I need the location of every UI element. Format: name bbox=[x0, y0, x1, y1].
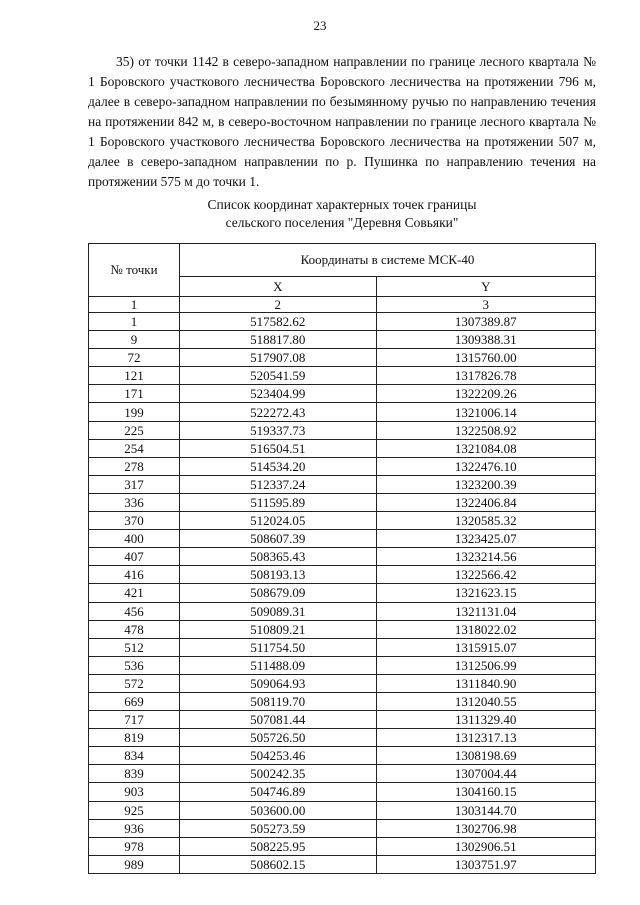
x-cell: 514534.20 bbox=[180, 457, 377, 475]
x-cell: 516504.51 bbox=[180, 439, 377, 457]
y-cell: 1307004.44 bbox=[376, 765, 595, 783]
point-number-cell: 925 bbox=[89, 801, 180, 819]
table-row bbox=[89, 783, 596, 801]
table-row bbox=[89, 349, 596, 367]
y-cell: 1308198.69 bbox=[376, 747, 595, 765]
y-cell: 1322209.26 bbox=[376, 385, 595, 403]
y-cell: 1304160.15 bbox=[376, 783, 595, 801]
point-number-cell: 199 bbox=[89, 403, 180, 421]
point-number-cell: 225 bbox=[89, 421, 180, 439]
point-number-cell: 9 bbox=[89, 331, 180, 349]
table-row bbox=[89, 692, 596, 710]
table-row bbox=[89, 837, 596, 855]
header-x: X bbox=[180, 277, 377, 297]
point-number-cell: 254 bbox=[89, 439, 180, 457]
y-cell: 1309388.31 bbox=[376, 331, 595, 349]
point-number-cell: 72 bbox=[89, 349, 180, 367]
table-row bbox=[89, 729, 596, 747]
point-number-cell: 819 bbox=[89, 729, 180, 747]
point-number-cell: 989 bbox=[89, 855, 180, 873]
y-cell: 1321084.08 bbox=[376, 439, 595, 457]
point-number-cell: 317 bbox=[89, 475, 180, 493]
column-number: 1 bbox=[89, 297, 180, 313]
y-cell: 1312040.55 bbox=[376, 692, 595, 710]
y-cell: 1323214.56 bbox=[376, 548, 595, 566]
point-number-cell: 121 bbox=[89, 367, 180, 385]
x-cell: 511488.09 bbox=[180, 656, 377, 674]
table-row bbox=[89, 385, 596, 403]
point-number-cell: 669 bbox=[89, 692, 180, 710]
caption-line-1: Список координат характерных точек границы bbox=[207, 197, 477, 212]
y-cell: 1311840.90 bbox=[376, 674, 595, 692]
table-row bbox=[89, 331, 596, 349]
x-cell: 508225.95 bbox=[180, 837, 377, 855]
y-cell: 1323200.39 bbox=[376, 475, 595, 493]
table-row bbox=[89, 747, 596, 765]
y-cell: 1302906.51 bbox=[376, 837, 595, 855]
table-row bbox=[89, 548, 596, 566]
table-row bbox=[89, 439, 596, 457]
point-number-cell: 839 bbox=[89, 765, 180, 783]
x-cell: 508193.13 bbox=[180, 566, 377, 584]
y-cell: 1322508.92 bbox=[376, 421, 595, 439]
x-cell: 522272.43 bbox=[180, 403, 377, 421]
header-y: Y bbox=[376, 277, 595, 297]
y-cell: 1302706.98 bbox=[376, 819, 595, 837]
table-row bbox=[89, 638, 596, 656]
coordinates-table bbox=[88, 243, 596, 874]
x-cell: 505726.50 bbox=[180, 729, 377, 747]
table-row bbox=[89, 602, 596, 620]
y-cell: 1321006.14 bbox=[376, 403, 595, 421]
y-cell: 1307389.87 bbox=[376, 313, 595, 331]
point-number-cell: 572 bbox=[89, 674, 180, 692]
point-number-cell: 903 bbox=[89, 783, 180, 801]
y-cell: 1303751.97 bbox=[376, 855, 595, 873]
y-cell: 1318022.02 bbox=[376, 620, 595, 638]
x-cell: 509064.93 bbox=[180, 674, 377, 692]
table-row bbox=[89, 457, 596, 475]
table-row bbox=[89, 674, 596, 692]
y-cell: 1303144.70 bbox=[376, 801, 595, 819]
y-cell: 1321623.15 bbox=[376, 584, 595, 602]
x-cell: 504253.46 bbox=[180, 747, 377, 765]
column-number: 3 bbox=[376, 297, 595, 313]
x-cell: 508119.70 bbox=[180, 692, 377, 710]
x-cell: 518817.80 bbox=[180, 331, 377, 349]
point-number-cell: 834 bbox=[89, 747, 180, 765]
x-cell: 511595.89 bbox=[180, 493, 377, 511]
point-number-cell: 370 bbox=[89, 512, 180, 530]
y-cell: 1320585.32 bbox=[376, 512, 595, 530]
point-number-cell: 536 bbox=[89, 656, 180, 674]
header-coordinate-system: Координаты в системе МСК-40 bbox=[180, 244, 596, 277]
table-row bbox=[89, 819, 596, 837]
table-row bbox=[89, 711, 596, 729]
y-cell: 1323425.07 bbox=[376, 530, 595, 548]
x-cell: 512024.05 bbox=[180, 512, 377, 530]
table-row bbox=[89, 566, 596, 584]
table-row bbox=[89, 512, 596, 530]
y-cell: 1322406.84 bbox=[376, 493, 595, 511]
x-cell: 500242.35 bbox=[180, 765, 377, 783]
point-number-cell: 1 bbox=[89, 313, 180, 331]
point-number-cell: 421 bbox=[89, 584, 180, 602]
caption-line-2: сельского поселения "Деревня Совьяки" bbox=[225, 215, 459, 230]
table-row bbox=[89, 530, 596, 548]
y-cell: 1315760.00 bbox=[376, 349, 595, 367]
column-number-row bbox=[89, 297, 596, 313]
table-row bbox=[89, 403, 596, 421]
x-cell: 517582.62 bbox=[180, 313, 377, 331]
x-cell: 508679.09 bbox=[180, 584, 377, 602]
x-cell: 510809.21 bbox=[180, 620, 377, 638]
point-number-cell: 278 bbox=[89, 457, 180, 475]
table-caption bbox=[88, 196, 596, 232]
x-cell: 507081.44 bbox=[180, 711, 377, 729]
point-number-cell: 936 bbox=[89, 819, 180, 837]
x-cell: 523404.99 bbox=[180, 385, 377, 403]
point-number-cell: 978 bbox=[89, 837, 180, 855]
y-cell: 1322476.10 bbox=[376, 457, 595, 475]
y-cell: 1311329.40 bbox=[376, 711, 595, 729]
table-row bbox=[89, 475, 596, 493]
table-row bbox=[89, 620, 596, 638]
table-row bbox=[89, 421, 596, 439]
x-cell: 519337.73 bbox=[180, 421, 377, 439]
page-number: 23 bbox=[313, 18, 327, 33]
x-cell: 508607.39 bbox=[180, 530, 377, 548]
point-number-cell: 717 bbox=[89, 711, 180, 729]
point-number-cell: 512 bbox=[89, 638, 180, 656]
y-cell: 1312506.99 bbox=[376, 656, 595, 674]
y-cell: 1321131.04 bbox=[376, 602, 595, 620]
table-row bbox=[89, 313, 596, 331]
x-cell: 509089.31 bbox=[180, 602, 377, 620]
table-row bbox=[89, 493, 596, 511]
x-cell: 508602.15 bbox=[180, 855, 377, 873]
point-number-cell: 478 bbox=[89, 620, 180, 638]
table-row bbox=[89, 656, 596, 674]
table-row bbox=[89, 367, 596, 385]
y-cell: 1312317.13 bbox=[376, 729, 595, 747]
boundary-description: 35) от точки 1142 в северо-западном направлении по границе лесного квартала № 1 Боровского участкового лесничества Боровского лесничества на протяжении 796 м, далее в северо-западном направлении по безымянному ручью по направлению течения на протяжении 842 м, в северо-восточном направлении по границе лесного квартала № 1 Боровского участкового лесничества Боровского лесничества на протяжении 507 м, далее в северо-западном направлении по р. Пушинка по направлению течения на протяжении 575 м до точки 1. bbox=[88, 54, 596, 189]
x-cell: 520541.59 bbox=[180, 367, 377, 385]
x-cell: 503600.00 bbox=[180, 801, 377, 819]
y-cell: 1317826.78 bbox=[376, 367, 595, 385]
x-cell: 504746.89 bbox=[180, 783, 377, 801]
y-cell: 1322566.42 bbox=[376, 566, 595, 584]
header-point-number: № точки bbox=[89, 244, 180, 297]
x-cell: 505273.59 bbox=[180, 819, 377, 837]
point-number-cell: 400 bbox=[89, 530, 180, 548]
x-cell: 508365.43 bbox=[180, 548, 377, 566]
point-number-cell: 416 bbox=[89, 566, 180, 584]
point-number-cell: 407 bbox=[89, 548, 180, 566]
table-row bbox=[89, 801, 596, 819]
table-row bbox=[89, 584, 596, 602]
column-number: 2 bbox=[180, 297, 377, 313]
point-number-cell: 456 bbox=[89, 602, 180, 620]
table-row bbox=[89, 855, 596, 873]
x-cell: 512337.24 bbox=[180, 475, 377, 493]
x-cell: 511754.50 bbox=[180, 638, 377, 656]
table-row bbox=[89, 765, 596, 783]
point-number-cell: 336 bbox=[89, 493, 180, 511]
x-cell: 517907.08 bbox=[180, 349, 377, 367]
point-number-cell: 171 bbox=[89, 385, 180, 403]
y-cell: 1315915.07 bbox=[376, 638, 595, 656]
